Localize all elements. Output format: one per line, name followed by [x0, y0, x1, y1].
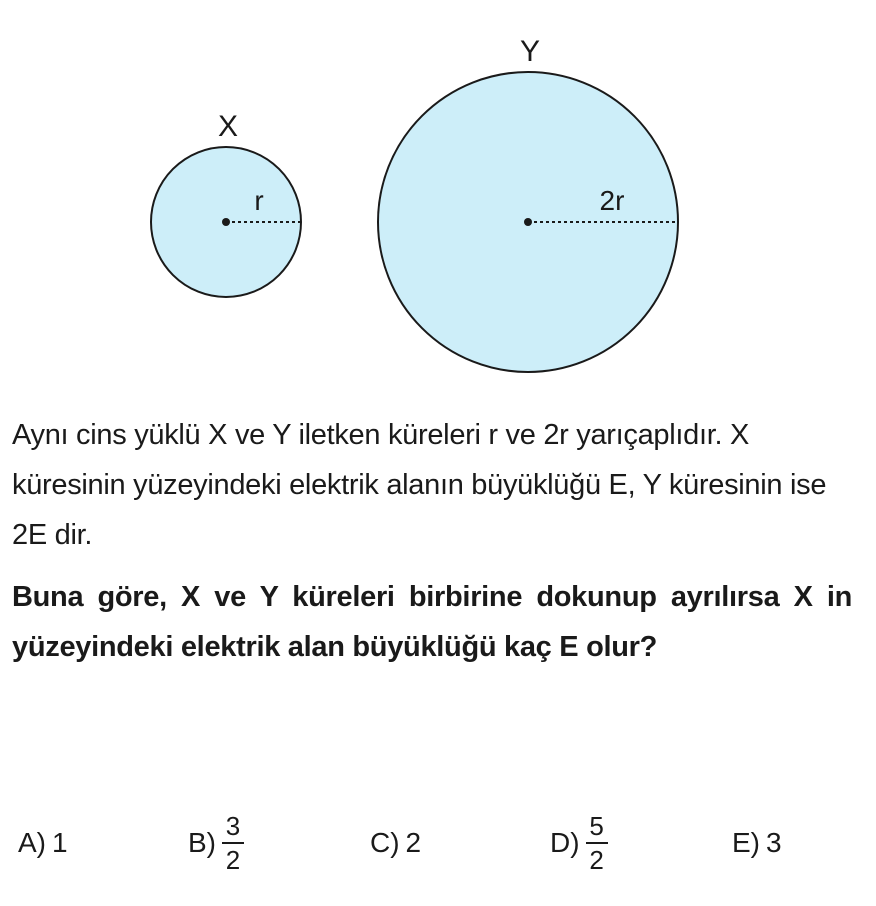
option-e[interactable]	[732, 818, 782, 868]
option-a-letter: A)	[18, 827, 46, 858]
option-d-numerator: 5	[589, 811, 604, 841]
option-a-value: 1	[52, 827, 68, 858]
sphere-x-label: X	[217, 110, 239, 143]
option-e-letter: E)	[732, 827, 760, 858]
option-b-numerator: 3	[225, 811, 241, 841]
option-c[interactable]	[370, 818, 421, 868]
option-c-value: 2	[405, 827, 422, 858]
option-c-letter: C)	[370, 827, 400, 858]
option-b-denominator: 2	[225, 845, 241, 875]
option-b-letter: B)	[188, 827, 216, 858]
option-b-fraction	[222, 812, 244, 874]
option-d[interactable]	[550, 811, 608, 875]
problem-stem: Aynı cins yüklü X ve Y iletken küreleri r ve 2r yarıçaplıdır. X küresinin yüzeyindeki elektrik alanın büyüklüğü E, Y küresinin ise 2E dir.	[12, 419, 827, 551]
problem-question: Buna göre, X ve Y küreleri birbirine dokunup ayrılırsa X in yüzeyindeki elektrik alan büyüklüğü kaç E olur?	[12, 581, 852, 663]
sphere-y-label: Y	[519, 35, 541, 68]
sphere-y-center	[524, 218, 532, 226]
sphere-x-center	[222, 218, 230, 226]
option-a[interactable]	[18, 818, 68, 868]
sphere-x-radius-label: r	[254, 185, 264, 216]
fraction-bar	[586, 842, 608, 844]
option-b[interactable]	[188, 811, 244, 875]
option-e-value: 3	[766, 827, 782, 858]
option-d-fraction	[586, 812, 608, 874]
sphere-y-radius-label: 2r	[599, 185, 625, 216]
fraction-bar	[222, 842, 244, 844]
option-d-denominator: 2	[589, 845, 604, 875]
option-d-letter: D)	[550, 827, 580, 858]
spheres-diagram	[0, 0, 876, 400]
